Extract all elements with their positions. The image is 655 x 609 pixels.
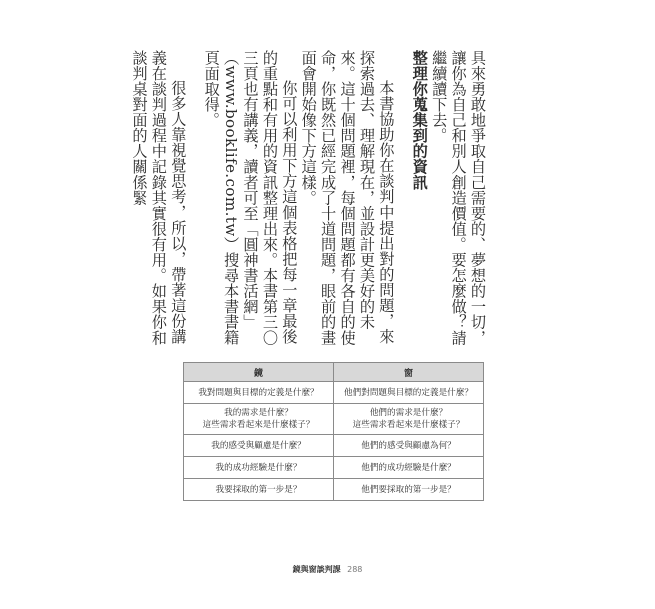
table-row [184, 457, 484, 479]
header-window: 窗 [334, 363, 484, 382]
header-mirror: 鏡 [184, 363, 334, 382]
cell-line: 我要採取的第一步是？ [215, 484, 302, 495]
cell-line: 這些需求看起來是什麼樣子？ [202, 420, 315, 430]
paragraph-table-usage: 你可以利用下方這個表格把每一章最後的重點和有用的資訊整理出來。本書第三〇三頁也有講義，讀者可至「圓神書活網」（www.booklife.com.tw）搜尋本書書籍頁面取得。 [202, 50, 299, 346]
cell-line: 他們的成功經驗是什麼？ [361, 462, 456, 473]
section-heading: 整理你蒐集到的資訊 [410, 50, 429, 190]
table-row [184, 404, 484, 435]
cell-line: 他們的感受與顧慮為何？ [361, 440, 456, 451]
cell-line: 他們要採取的第一步是？ [361, 484, 456, 495]
cell-line: 我的成功經驗是什麼？ [215, 462, 302, 473]
page-number: 288 [347, 565, 363, 574]
window-cell [334, 435, 484, 457]
paragraph-method: 本書協助你在談判中提出對的問題，來探索過去、理解現在，並設計更美好的未來。這十個問題裡，每個問題都有各自的使命，你既然已經完成了十道問題，眼前的畫面會開始像下方這樣。 [299, 50, 396, 346]
cell-line: 他們對問題與目標的定義是什麼？ [344, 387, 473, 398]
cell-line: 這些需求看起來是什麼樣子？ [352, 420, 465, 430]
footer-book-title: 鏡與窗談判課 [292, 565, 341, 574]
table-header-row [184, 363, 484, 382]
mirror-cell [184, 404, 334, 435]
window-cell [334, 382, 484, 404]
mirror-window-table [183, 362, 484, 501]
cell-line: 我的需求是什麼？ [224, 408, 293, 418]
cell-line: 他們的需求是什麼？ [369, 408, 448, 418]
mirror-cell [184, 382, 334, 404]
cell-line: 我對問題與目標的定義是什麼？ [198, 387, 319, 398]
cell-line: 我的感受與顧慮是什麼？ [211, 440, 306, 451]
table-row [184, 382, 484, 404]
table-row [184, 479, 484, 501]
window-cell [334, 404, 484, 435]
vertical-body-text [130, 50, 487, 346]
mirror-cell [184, 435, 334, 457]
paragraph-intro: 具來勇敢地爭取自己需要的、夢想的一切，讓你為自己和別人創造價值。要怎麼做？請繼續讀下去。 [430, 50, 487, 346]
table-row [184, 435, 484, 457]
window-cell [334, 457, 484, 479]
paragraph-visual-thinking: 很多人靠視覺思考，所以，帶著這份講義在談判過程中記錄其實很有用。如果你和談判桌對面的人關係緊 [130, 50, 188, 346]
mirror-cell [184, 479, 334, 501]
mirror-cell [184, 457, 334, 479]
window-cell [334, 479, 484, 501]
page-footer [0, 564, 655, 575]
